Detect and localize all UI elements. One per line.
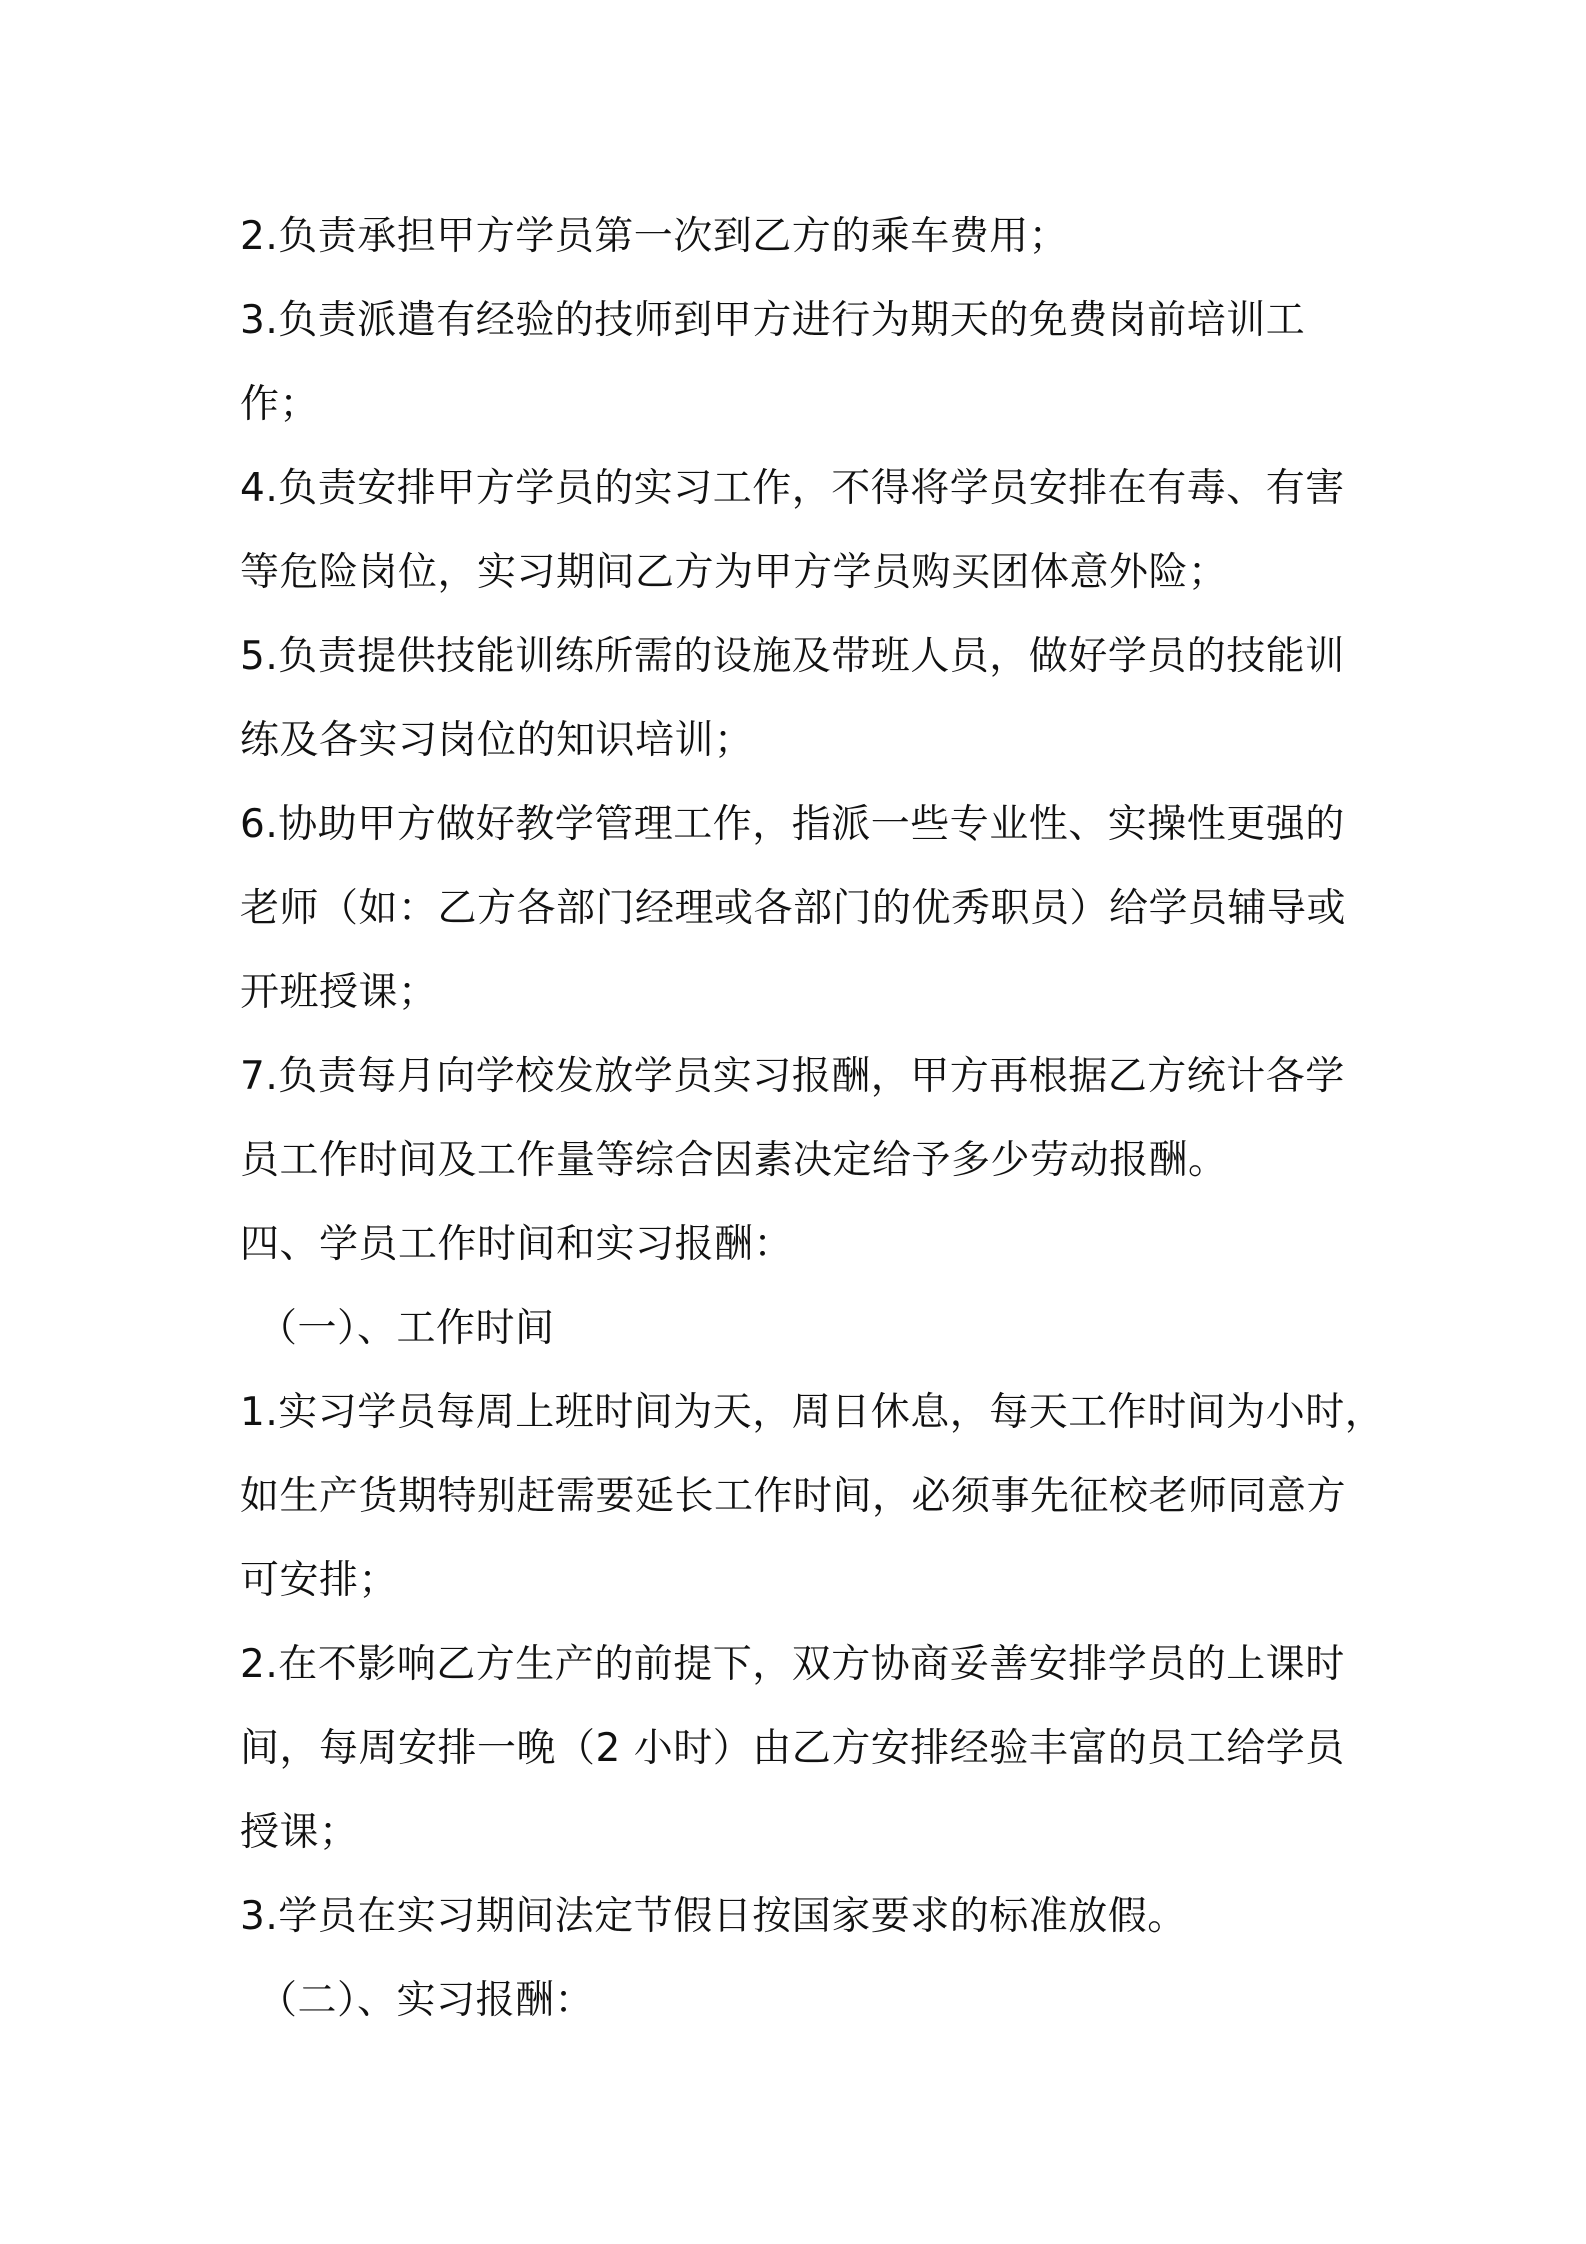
subsection-heading: （二）、实习报酬： xyxy=(258,1978,595,2023)
paragraph-line: 员工作时间及工作量等综合因素决定给予多少劳动报酬。 xyxy=(240,1138,1228,1183)
paragraph-line: 3.学员在实习期间法定节假日按国家要求的标准放假。 xyxy=(240,1894,1187,1939)
paragraph-line: 老师（如：乙方各部门经理或各部门的优秀职员）给学员辅导或 xyxy=(240,886,1347,931)
paragraph-line: 如生产货期特别赶需要延长工作时间，必须事先征校老师同意方 xyxy=(240,1474,1347,1519)
document-body xyxy=(240,195,1385,2043)
subsection-heading: （一）、工作时间 xyxy=(258,1306,555,1351)
paragraph-line: 6.协助甲方做好教学管理工作，指派一些专业性、实操性更强的 xyxy=(240,802,1345,847)
paragraph-line: 3.负责派遣有经验的技师到甲方进行为期天的免费岗前培训工 xyxy=(240,298,1306,343)
paragraph-line: 2.在不影响乙方生产的前提下，双方协商妥善安排学员的上课时 xyxy=(240,1642,1345,1687)
section-heading: 四、学员工作时间和实习报酬： xyxy=(240,1222,794,1267)
paragraph-line: 等危险岗位，实习期间乙方为甲方学员购买团体意外险； xyxy=(240,550,1228,595)
paragraph-line: 间，每周安排一晚（2 小时）由乙方安排经验丰富的员工给学员 xyxy=(240,1726,1345,1771)
paragraph-line: 可安排； xyxy=(240,1558,399,1603)
paragraph-line: 练及各实习岗位的知识培训； xyxy=(240,718,754,763)
paragraph-line: 授课； xyxy=(240,1810,359,1855)
paragraph-line: 1.实习学员每周上班时间为天，周日休息，每天工作时间为小时， xyxy=(240,1390,1385,1435)
paragraph-line: 作； xyxy=(240,382,320,427)
paragraph-line: 开班授课； xyxy=(240,970,438,1015)
paragraph-line: 7.负责每月向学校发放学员实习报酬，甲方再根据乙方统计各学 xyxy=(240,1054,1345,1099)
paragraph-line: 5.负责提供技能训练所需的设施及带班人员，做好学员的技能训 xyxy=(240,634,1345,679)
paragraph-line: 4.负责安排甲方学员的实习工作，不得将学员安排在有毒、有害 xyxy=(240,466,1345,511)
paragraph-line: 2.负责承担甲方学员第一次到乙方的乘车费用； xyxy=(240,214,1069,259)
